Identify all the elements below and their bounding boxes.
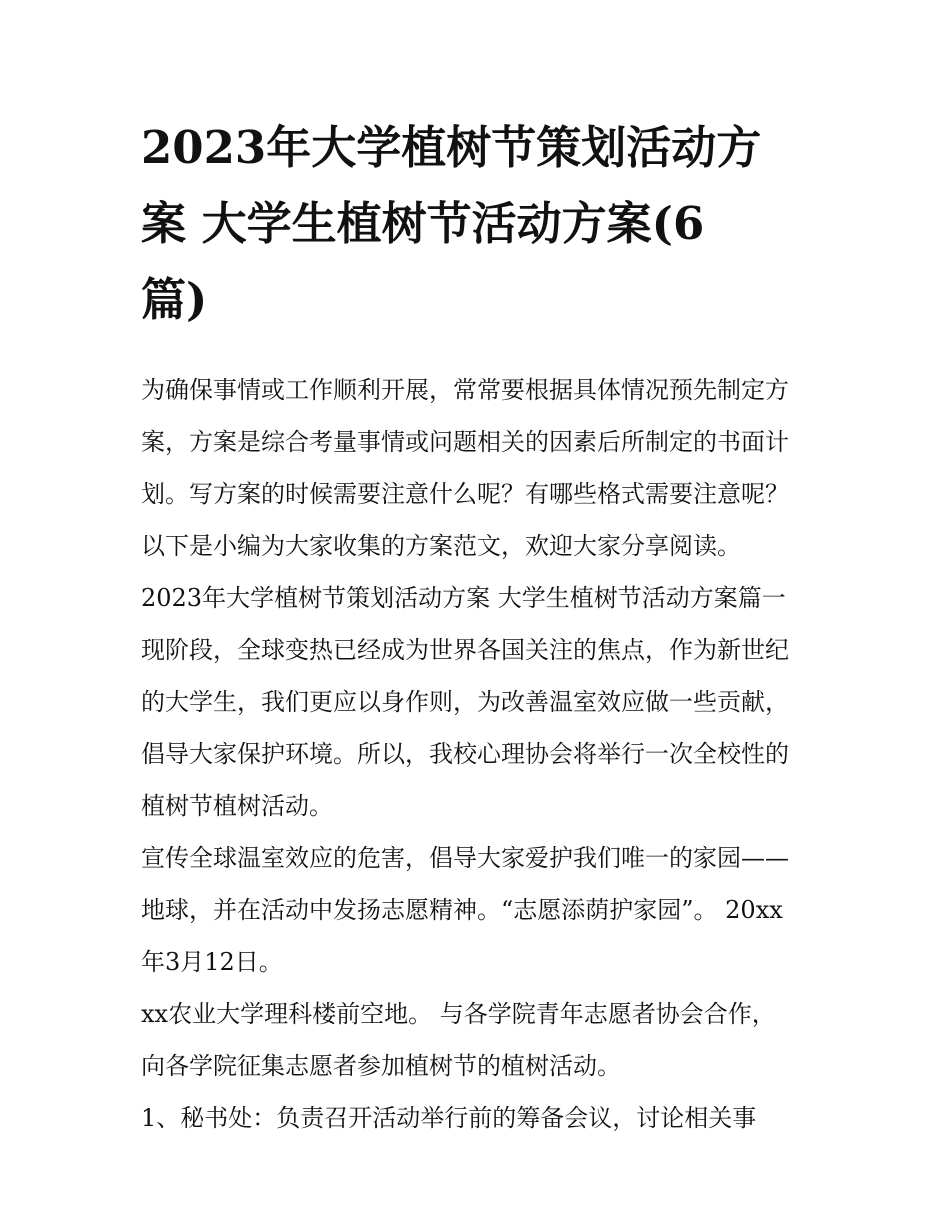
- document-content: [141, 110, 813, 1144]
- document-title: [141, 110, 813, 338]
- text-line: 宣传全球温室效应的危害，倡导大家爱护我们唯一的家园——: [141, 844, 789, 872]
- location-paragraph: [141, 988, 813, 1092]
- background-paragraph: [141, 624, 813, 832]
- text-line: 以下是小编为大家收集的方案范文，欢迎大家分享阅读。: [141, 532, 741, 560]
- text-line: 倡导大家保护环境。所以，我校心理协会将举行一次全校性的: [141, 740, 789, 768]
- text-line: 1、秘书处：负责召开活动举行前的筹备会议，讨论相关事: [141, 1104, 757, 1132]
- purpose-paragraph: [141, 832, 813, 988]
- title-line: 篇): [141, 273, 208, 326]
- document-body: [141, 364, 813, 1144]
- text-line: 2023年大学植树节策划活动方案 大学生植树节活动方案篇一: [141, 584, 786, 612]
- text-line: 的大学生，我们更应以身作则，为改善温室效应做一些贡献，: [141, 688, 789, 716]
- text-line: 年3月12日。: [141, 948, 283, 976]
- text-line: 地球，并在活动中发扬志愿精神。“志愿添荫护家园”。 20xx: [141, 896, 783, 924]
- text-line: 划。写方案的时候需要注意什么呢？有哪些格式需要注意呢？: [141, 480, 789, 508]
- section-heading-paragraph: [141, 572, 813, 624]
- title-line: 2023年大学植树节策划活动方: [141, 121, 762, 174]
- text-line: 为确保事情或工作顺利开展，常常要根据具体情况预先制定方: [141, 376, 789, 404]
- text-line: 案，方案是综合考量事情或问题相关的因素后所制定的书面计: [141, 428, 789, 456]
- text-line: 向各学院征集志愿者参加植树节的植树活动。: [141, 1052, 621, 1080]
- intro-paragraph: [141, 364, 813, 572]
- text-line: 植树节植树活动。: [141, 792, 333, 820]
- text-line: xx农业大学理科楼前空地。 与各学院青年志愿者协会合作，: [141, 1000, 776, 1028]
- responsibility-paragraph: [141, 1092, 813, 1144]
- title-line: 案 大学生植树节活动方案(6: [141, 197, 705, 250]
- text-line: 现阶段，全球变热已经成为世界各国关注的焦点，作为新世纪: [141, 636, 789, 664]
